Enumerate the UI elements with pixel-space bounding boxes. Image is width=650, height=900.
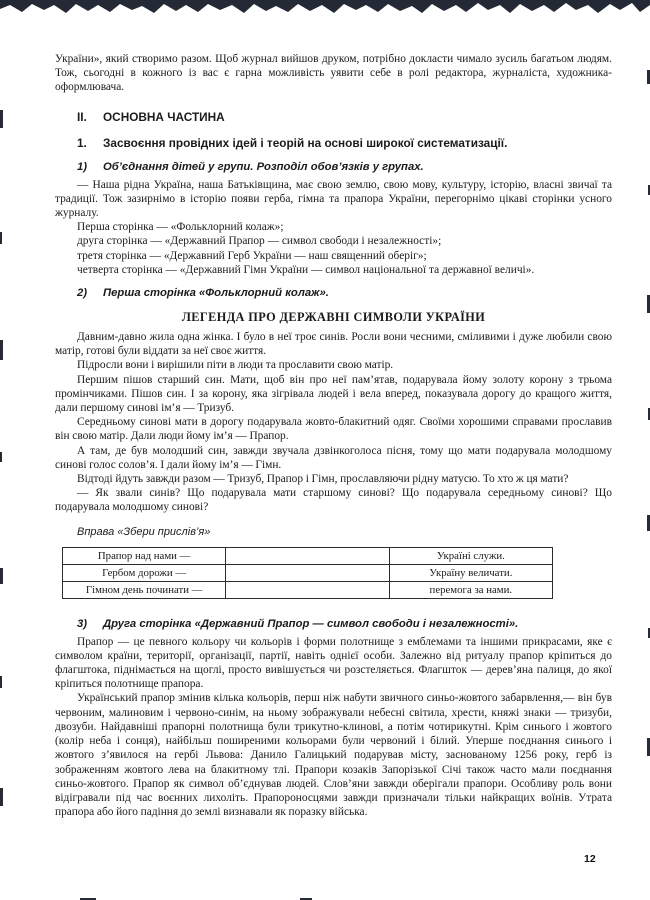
torn-edge-top	[0, 0, 650, 16]
heading-number: 3)	[77, 617, 88, 630]
scan-mark-left	[0, 340, 3, 360]
intro-paragraph: України», який створимо разом. Щоб журнал вийшов друком, потрібно докласти чимало зусиль багатьом людям. Тож, сьогодні в кожного із вас є гарна можливість уявити себе в ролі редактора, журналіста, художника-оформлювача.	[55, 53, 612, 94]
scan-mark-left	[0, 676, 2, 688]
torn-edge-shape	[0, 0, 650, 13]
table-cell: Україну величати.	[389, 564, 552, 581]
heading-sub-1	[77, 160, 612, 175]
table-row	[63, 564, 553, 581]
legend-paragraph: Підросли вони і вирішили піти в люди та прославити свою матір.	[77, 359, 394, 372]
heading-point-1	[77, 136, 612, 151]
flag-paragraph: Український прапор змінив кілька кольорів, перш ніж набути звичного синьо-жовтого забарвлення,— він був червоним, малиновим і червоно-синім, на ньому зображували небесні світила, хрести, княжі знаки — тризуби, двозуби. Найдавніші прапорні полотнища були трикутно-клинові, а потім чотирикутні. Крім синього і жовтого (колір неба і сонця), найбільш поширеними кольорами були червоний і білий. Уперше поєднання синього і жовтого з’явилося на гербі Львова: Данило Галицький подарував місту, заснованому 1256 року, герб із зображенням жовтого лева на блакитному тлі. Прапори козаків Запорізької Січі також часто мали поєднання синьо-жовтого. Прапор як символ об’єднував людей. Слов’яни завжди оберігали прапори. Особливу роль вони відігравали під час воєнних лихоліть. Прапороносцями завжди призначали тільки найкращих воїнів. Утрата прапора або його падіння до землі визнавали як поразку війська.	[55, 692, 612, 819]
heading-number: 2)	[77, 287, 88, 300]
ukraine-paragraph: — Наша рідна Україна, наша Батьківщина, має свою землю, свою мову, культуру, історію, власні звичаї та традиції. Тож зазирнімо в історію появи герба, гімна та прапора України, перегорнімо цікаві сторінки усного журналу.	[55, 178, 612, 220]
legend-paragraph: А там, де був молодший син, завжди звучала дзвінкоголоса пісня, тому що мати подарувала молодшому синові голос солов’я. І дали йому ім’я — Гімн.	[55, 444, 612, 471]
table-cell: Україні служи.	[389, 547, 552, 564]
heading-sub-2	[77, 286, 612, 301]
scan-mark-left	[0, 110, 3, 128]
questions-paragraph: — Як звали синів? Що подарувала мати старшому синові? Що подарувала середньому синові? Що подарувала молодшому синові?	[55, 487, 612, 514]
table-cell: Прапор над нами —	[63, 547, 226, 564]
scan-mark-left	[0, 568, 3, 584]
journal-page-item: Перша сторінка — «Фольклорний колаж»;	[77, 221, 284, 234]
heading-number: 1.	[77, 135, 87, 150]
table-cell: Гімном день починати —	[63, 581, 226, 598]
legend-paragraph: Першим пішов старший син. Мати, щоб він про неї пам’ятав, подарувала йому золоту корону з трьома промінчиками. Пішов син. І за корону, яка зігрівала людей і вела вперед, показувала дорогу до кращого життя, дали першому синові ім’я — Тризуб.	[55, 373, 612, 415]
page-body	[55, 52, 612, 819]
heading-number: ІІ.	[77, 109, 87, 124]
scan-mark-left	[0, 232, 2, 244]
exercise-label: Вправа «Збери прислів’я»	[77, 525, 211, 538]
table-row	[63, 547, 553, 564]
table-cell: Гербом дорожи —	[63, 564, 226, 581]
scan-mark-left	[0, 788, 3, 806]
table-cell	[226, 547, 389, 564]
table-row	[63, 581, 553, 598]
journal-page-item: друга сторінка — «Державний Прапор — символ свободи і незалежності»;	[77, 235, 442, 248]
heading-main-part	[77, 110, 612, 125]
legend-paragraph: Середньому синові мати в дорогу подарувала жовто-блакитний одяг. Своїми хорошими справами прославив він свою матір. Дали люди йому ім’я — Прапор.	[55, 416, 612, 443]
legend-paragraph: Відтоді йдуть завжди разом — Тризуб, Прапор і Гімн, прославляючи рідну матусю. То хто ж ця мати?	[77, 473, 569, 486]
heading-label: ОСНОВНА ЧАСТИНА	[103, 109, 225, 124]
heading-number: 1)	[77, 160, 88, 173]
table-cell: перемога за нами.	[389, 581, 552, 598]
legend-title: ЛЕГЕНДА ПРО ДЕРЖАВНІ СИМВОЛИ УКРАЇНИ	[181, 310, 486, 325]
journal-page-item: четверта сторінка — «Державний Гімн України — символ національної та державної величі».	[77, 263, 535, 276]
journal-page-item: третя сторінка — «Державний Герб України — наш священний оберіг»;	[77, 249, 427, 262]
heading-label: Перша сторінка «Фольклорний колаж».	[103, 287, 329, 300]
heading-label: Засвоєння провідних ідей і теорій на основі широкої систематизації.	[103, 135, 508, 150]
heading-label: Друга сторінка «Державний Прапор — символ свободи і незалежності».	[103, 617, 519, 630]
heading-sub-3	[77, 617, 612, 632]
table-cell	[226, 581, 389, 598]
proverbs-table	[62, 547, 553, 599]
legend-paragraph: Давним-давно жила одна жінка. І було в неї троє синів. Росли вони чесними, сміливими і дуже любили свою матір, готові були віддати за неї своє життя.	[55, 331, 612, 358]
heading-label: Об’єднання дітей у групи. Розподіл обов’язків у групах.	[103, 160, 424, 173]
scan-mark-left	[0, 452, 2, 462]
table-cell	[226, 564, 389, 581]
flag-paragraph: Прапор — це певного кольору чи кольорів і форми полотнище з емблемами та іншими прикрасами, яке є символом країни, території, організації, партії, навіть однієї особи. Залежно від ритуалу прапор кріпиться до флагштока, піднімається на щоглі, просто вивішується чи розстеляється. Флагшток — дерев’яна палиця, до якої кріпиться полотнище прапора.	[55, 635, 612, 691]
page-number: 12	[584, 853, 596, 865]
